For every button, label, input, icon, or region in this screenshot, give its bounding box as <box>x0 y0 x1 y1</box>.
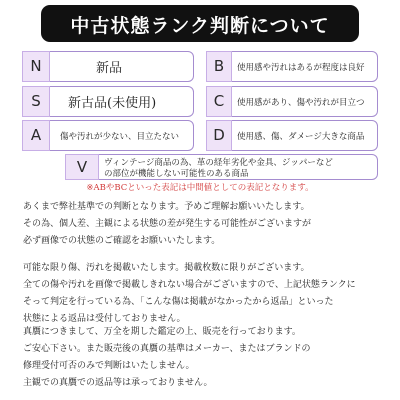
rank-letter-v: V <box>65 154 99 180</box>
title-banner <box>41 5 359 42</box>
paragraph-authenticity <box>23 324 383 392</box>
rank-letter-s: S <box>22 86 50 117</box>
rank-text-b: 使用感や汚れはあるが程度は良好 <box>237 63 365 73</box>
paragraph-line: 全ての傷や汚れを画像で掲載しきれない場合がございますので、上記状態ランクに <box>23 280 356 290</box>
rank-text-d: 使用感、傷、ダメージ大きな商品 <box>237 132 365 142</box>
intermediate-note: ※ABやBCといった表記は中間値としての表記となります。 <box>86 183 314 193</box>
page-title: 中古状態ランク判断について <box>70 15 330 37</box>
rank-text-n: 新品 <box>96 61 123 76</box>
rank-letter-c: C <box>206 86 232 117</box>
paragraph-line: ご安心下さい。また販売後の真贋の基準はメーカー、またはブランドの <box>23 344 311 354</box>
paragraph-line: 修理受付可否のみで判断はいたしません。 <box>23 361 195 371</box>
rank-letter-b: B <box>206 51 232 82</box>
paragraph-line: その為、個人差、主観による状態の差が発生する可能性がございますが <box>23 219 312 229</box>
rank-text-v-line2: の部位が機能しない可能性のある商品 <box>104 169 249 179</box>
paragraph-line: 必ず画像での状態のご確認をお願いいたします。 <box>23 236 221 246</box>
rank-text-a: 傷や汚れが少ない、目立たない <box>60 132 180 142</box>
paragraph-photos <box>23 260 383 328</box>
rank-letter-a: A <box>22 120 50 151</box>
paragraph-line: あくまで弊社基準での判断となります。予めご理解お願いいたします。 <box>23 202 310 212</box>
paragraph-line: 主観での真贋での返品等は承っておりません。 <box>23 378 213 388</box>
rank-letter-d: D <box>206 120 232 151</box>
paragraph-disclaimer <box>23 199 383 250</box>
rank-text-s: 新古品(未使用) <box>68 96 157 111</box>
rank-letter-n: N <box>22 51 50 82</box>
rank-text-v-line1: ヴィンテージ商品の為、革の経年劣化や金具、ジッパーなど <box>104 158 333 168</box>
rank-text-c: 使用感があり、傷や汚れが目立つ <box>237 98 365 108</box>
paragraph-line: 可能な限り傷、汚れを掲載いたします。掲載枚数に限りがございます。 <box>23 263 310 273</box>
paragraph-line: 真贋につきまして、万全を期した鑑定の上、販売を行っております。 <box>23 327 301 337</box>
paragraph-line: 状態による返品は受付しておりません。 <box>23 314 186 324</box>
paragraph-line: そって判定を行っている為、「こんな傷は掲載がなかったから返品」といった <box>23 297 334 307</box>
